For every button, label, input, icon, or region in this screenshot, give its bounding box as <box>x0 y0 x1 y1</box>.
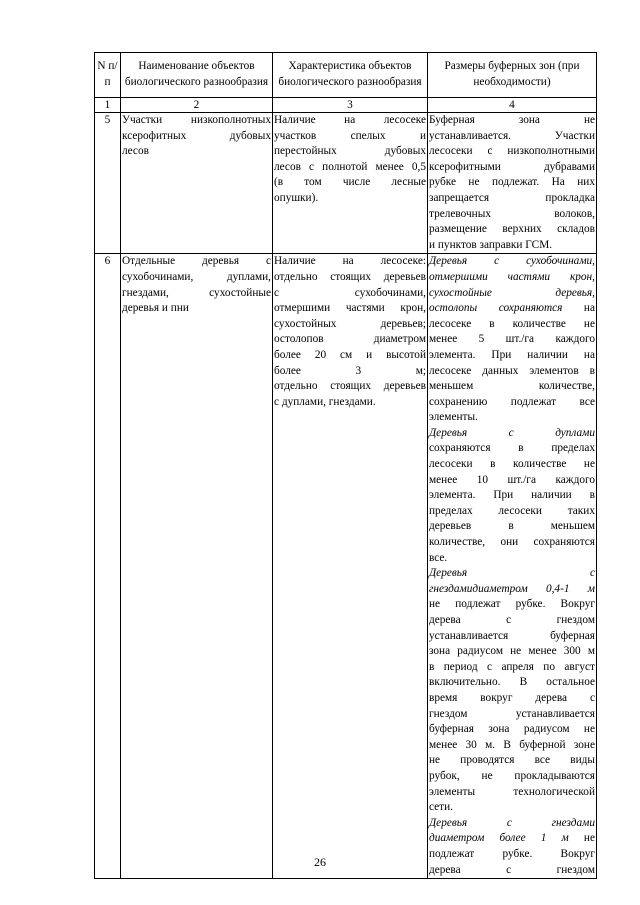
header-object-characteristic: Характеристика объектов биологического разнообразия <box>273 53 428 98</box>
text-line: перестойных дубовых <box>274 145 426 158</box>
text-line: Буферная зона не <box>429 114 595 126</box>
column-number-row <box>95 98 597 113</box>
text-line: менее 30 м. В буферной зоне <box>429 738 595 751</box>
object-characteristic-cell <box>273 113 428 254</box>
text-line: Деревья с дуплами <box>429 426 595 439</box>
text-line: количестве, они сохраняются <box>429 536 595 549</box>
text-line: подлежат рубке. Вокруг <box>429 847 595 860</box>
text-line: лесосеке данных элементов в <box>429 364 595 377</box>
text-line: элемента. При наличии на <box>429 348 595 361</box>
text-line: гнездом устанавливается <box>429 707 595 720</box>
text-line: (в том числе лесные <box>274 176 426 189</box>
column-number: 3 <box>273 98 428 113</box>
text-line: пределах лесосеки таких <box>429 504 595 517</box>
text-line: рубке не подлежат. На них <box>429 176 595 189</box>
text-line: элементы. <box>429 411 478 424</box>
header-object-name: Наименование объектов биологического разнообразия <box>121 53 273 98</box>
text-line: гнездамидиаметром 0,4-1 м <box>429 582 595 595</box>
text-line: дерева с гнездом <box>429 863 595 876</box>
text-line: сохраняются в пределах <box>429 442 595 455</box>
text-line: Деревья с гнездами <box>429 816 595 829</box>
text-line: меньшем количестве, <box>429 380 595 393</box>
object-characteristic-cell <box>273 254 428 879</box>
column-number: 1 <box>95 98 121 113</box>
text-line: деревья и пни <box>122 302 189 315</box>
column-number: 2 <box>121 98 273 113</box>
text-line: не проводятся все виды <box>429 754 595 767</box>
text-line: с сухобочинами, <box>274 286 426 299</box>
column-number: 4 <box>428 98 597 113</box>
text-line: сохранению подлежат все <box>429 395 595 408</box>
text-line: с дуплами, гнездами. <box>274 395 376 408</box>
text-line: более 20 см и высотой <box>274 348 426 361</box>
object-name-cell <box>121 254 273 879</box>
table-row <box>95 254 597 879</box>
text-line: и пунктов заправки ГСМ. <box>429 238 553 251</box>
text-line: буферная зона радиусом не <box>429 723 595 736</box>
text-line: все. <box>429 551 448 564</box>
text-line: остолопы сохраняются на <box>429 302 595 315</box>
buffer-zone-cell <box>428 113 597 254</box>
text-line: отдельно стоящих деревьев <box>274 380 426 393</box>
text-line: сети. <box>429 801 453 814</box>
text-line: Деревья с сухобочинами, <box>429 255 595 268</box>
text-line: элемента. При наличии в <box>429 489 595 502</box>
row-number: 5 <box>95 113 121 254</box>
text-line: элементы технологической <box>429 785 595 798</box>
text-line: лесосеке в количестве не <box>429 317 595 330</box>
text-line: отмершими частями крон, <box>274 302 426 315</box>
text-line: менее 5 шт./га каждого <box>429 333 595 346</box>
table-header-row <box>95 53 597 98</box>
text-line: Участки низкополнотных <box>122 114 271 126</box>
text-line: участков спелых и <box>274 129 426 142</box>
text-line: остолопов диаметром <box>274 333 426 346</box>
buffer-zone-cell <box>428 254 597 879</box>
text-line: включительно. В остальное <box>429 676 595 689</box>
text-line: деревьев в меньшем <box>429 520 595 533</box>
text-line: рубок, не прокладываются <box>429 769 595 782</box>
object-name-cell <box>121 113 273 254</box>
text-line: Деревья с <box>429 567 595 580</box>
page-number: 26 <box>314 855 326 869</box>
text-line: ксерофитными дубравами <box>429 160 595 173</box>
text-line: лесосеки с низкополнотными <box>429 145 595 158</box>
text-line: сухостойных деревьев; <box>274 317 426 330</box>
text-line: Наличие на лесосеке <box>274 114 426 126</box>
text-line: сухостойные деревья, <box>429 286 595 299</box>
text-line: сухобочинами, дуплами, <box>122 270 271 283</box>
text-line: дерева с гнездом <box>429 614 595 626</box>
text-line: гнездами, сухостойные <box>122 286 271 299</box>
text-line: диаметром более 1 м не <box>429 832 595 845</box>
text-line: время вокруг дерева с <box>429 691 595 704</box>
text-line: лесов с полнотой менее 0,5 <box>274 160 426 173</box>
text-line: устанавливается буферная <box>429 629 595 642</box>
text-line: зона радиусом не менее 300 м <box>429 645 595 658</box>
text-line: менее 10 шт./га каждого <box>429 473 595 486</box>
text-line: не подлежат рубке. Вокруг <box>429 598 595 611</box>
text-line: Отдельные деревья с <box>122 255 271 268</box>
text-line: опушки). <box>274 191 319 204</box>
header-buffer-zone-size: Размеры буферных зон (при необходимости) <box>428 53 597 98</box>
text-line: запрещается прокладка <box>429 191 595 204</box>
text-line: более 3 м; <box>274 364 426 377</box>
text-line: в период с апреля по август <box>429 660 595 673</box>
text-line: устанавливается. Участки <box>429 129 595 142</box>
text-line: отмершими частями крон, <box>429 270 595 283</box>
text-line: лесосеки в количестве не <box>429 458 595 471</box>
row-number: 6 <box>95 254 121 879</box>
text-line: Наличие на лесосеке: <box>274 255 426 268</box>
table-row <box>95 113 597 254</box>
text-line: размещение верхних складов <box>429 223 595 236</box>
text-line: трелевочных волоков, <box>429 207 595 220</box>
text-line: ксерофитных дубовых <box>122 129 271 142</box>
text-line: лесов <box>122 145 149 158</box>
document-page <box>94 52 596 879</box>
text-line: отдельно стоящих деревьев <box>274 270 426 283</box>
header-number: N п/п <box>95 53 121 98</box>
biodiversity-table <box>94 52 597 879</box>
